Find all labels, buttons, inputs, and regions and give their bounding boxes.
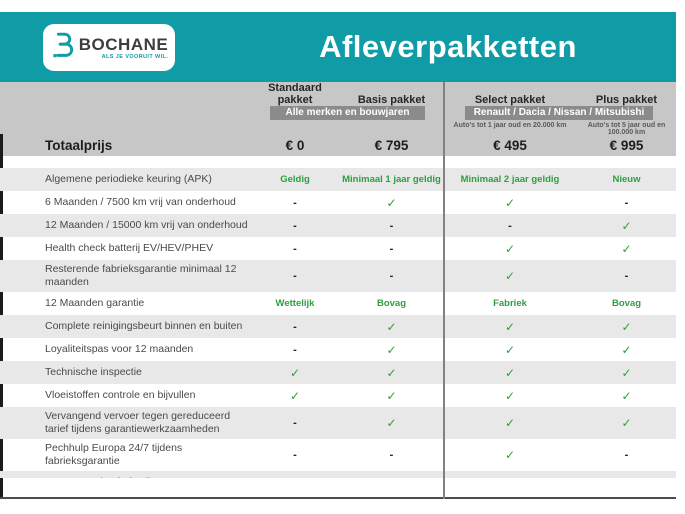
total-price-select: € 495 [493, 137, 527, 153]
row-value: - [293, 343, 297, 356]
check-icon: ✓ [621, 218, 632, 233]
column-header-basis: Basis pakket [357, 94, 426, 106]
check-icon: ✓ [289, 388, 301, 403]
row-value: Bovag [611, 298, 642, 309]
row-value: - [389, 270, 394, 282]
table-row [0, 384, 676, 407]
badge-renault-group: Renault / Dacia / Nissan / Mitsubishi [465, 106, 653, 120]
table-row [0, 407, 676, 439]
spacer-cell [340, 122, 443, 136]
row-label: Resterende fabrieksgarantie minimaal 12 maanden [45, 263, 237, 288]
table-rows [0, 168, 676, 494]
table-row [0, 439, 676, 471]
column-header-select: Select pakket [474, 94, 546, 106]
total-price-label: Totaalprijs [45, 137, 113, 153]
column-notes-row [0, 122, 676, 134]
row-value: Nieuw [612, 174, 641, 185]
row-value: - [389, 449, 394, 461]
logo-wordmark: BOCHANE [78, 34, 169, 54]
check-icon: ✓ [386, 365, 397, 380]
check-icon: ✓ [386, 342, 397, 357]
badge-all-brands: Alle merken en bouwjaren [270, 106, 425, 120]
check-icon: ✓ [504, 388, 516, 403]
spacer-row [0, 156, 676, 168]
row-value: - [293, 417, 297, 429]
row-value: - [624, 270, 629, 282]
table-row [0, 168, 676, 191]
check-icon: ✓ [504, 241, 516, 256]
column-header-plus: Plus pakket [595, 94, 658, 106]
row-label: Loyaliteitspas voor 12 maanden [45, 343, 194, 355]
row-value: - [624, 449, 629, 461]
check-icon: ✓ [289, 365, 301, 380]
check-icon: ✓ [504, 195, 516, 210]
row-label: Vervangend vervoer tegen gereduceerd tarief tijdens garantiewerkzaamheden [45, 410, 231, 435]
check-icon: ✓ [504, 448, 516, 462]
row-value: - [293, 219, 297, 232]
column-note-plus: Auto's tot 5 jaar oud en 100.000 km [587, 122, 666, 136]
row-label: Vloeistoffen controle en bijvullen [45, 389, 196, 401]
check-icon: ✓ [621, 241, 632, 256]
check-icon: ✓ [386, 388, 397, 403]
column-note-select: Auto's tot 1 jaar oud en 20.000 km [453, 122, 567, 129]
check-icon: ✓ [504, 365, 516, 380]
row-value: - [293, 449, 297, 461]
table-bottom-strip [0, 478, 676, 499]
check-icon: ✓ [621, 365, 632, 380]
check-icon: ✓ [386, 416, 397, 430]
total-price-row [0, 134, 676, 156]
table-row [0, 338, 676, 361]
row-label: Pechhulp Europa 24/7 tijdens fabrieksgarantie [45, 442, 183, 467]
row-label: Technische inspectie [45, 366, 142, 378]
check-icon: ✓ [621, 388, 632, 403]
row-label: 6 Maanden / 7500 km vrij van onderhoud [45, 196, 236, 208]
row-value: Wettelijk [275, 298, 315, 309]
row-value: Bovag [376, 298, 407, 309]
spacer-cell [0, 122, 250, 136]
row-value: Minimaal 2 jaar geldig [460, 174, 560, 185]
table-header-band [0, 82, 676, 156]
check-icon: ✓ [504, 269, 516, 283]
table-row [0, 361, 676, 384]
spacer-cell [250, 122, 340, 136]
row-value: Geldig [280, 174, 310, 185]
group-badges-row [0, 105, 676, 122]
total-price-standaard: € 0 [285, 137, 305, 153]
page-title: Afleverpakketten [319, 29, 577, 64]
check-icon: ✓ [504, 342, 516, 357]
check-icon: ✓ [386, 319, 397, 334]
check-icon: ✓ [621, 342, 632, 357]
row-value: - [293, 270, 297, 282]
logo-tagline: ALS JE VOORUIT WIL. [101, 53, 169, 60]
row-value: - [293, 242, 297, 255]
table-row [0, 260, 676, 292]
top-banner [0, 12, 676, 82]
table-row [0, 315, 676, 338]
row-value: - [508, 219, 512, 232]
total-price-plus: € 995 [609, 137, 644, 153]
group-divider-line [443, 82, 445, 499]
table-row [0, 214, 676, 237]
bochane-logo-icon [50, 31, 74, 65]
row-label: Complete reinigingsbeurt binnen en buiten [45, 320, 243, 332]
check-icon: ✓ [504, 416, 516, 430]
column-header-standaard: Standaard pakket [268, 82, 322, 106]
column-headers-row [0, 82, 676, 105]
row-value: - [293, 320, 297, 333]
table-row [0, 237, 676, 260]
check-icon: ✓ [386, 195, 397, 210]
check-icon: ✓ [621, 416, 632, 430]
row-value: - [389, 219, 394, 232]
bochane-logo [43, 24, 175, 71]
row-value: - [389, 242, 394, 255]
row-value: Minimaal 1 jaar geldig [342, 174, 441, 185]
table-row [0, 191, 676, 214]
row-label: 12 Maanden / 15000 km vrij van onderhoud [45, 219, 248, 231]
row-value: Fabriek [493, 298, 527, 309]
row-value: - [624, 196, 629, 209]
check-icon: ✓ [504, 319, 516, 334]
row-label: 12 Maanden garantie [45, 297, 145, 309]
total-price-basis: € 795 [374, 137, 409, 153]
row-value: - [293, 196, 297, 209]
row-label: Algemene periodieke keuring (APK) [45, 173, 212, 185]
row-label: Health check batterij EV/HEV/PHEV [45, 242, 214, 254]
check-icon: ✓ [621, 319, 632, 334]
table-row [0, 292, 676, 315]
